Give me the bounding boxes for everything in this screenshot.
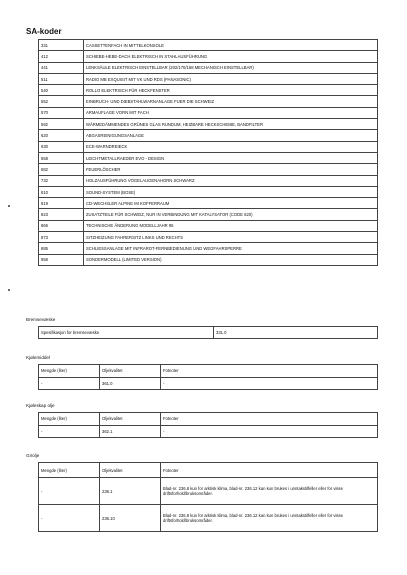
sa-description-cell: EINBRUCH- UND DIEBSTAHLWARNANLAGE FUER DIE SCHWEIZ (84, 96, 378, 107)
table-row (39, 51, 378, 62)
section-heading-bremsevaeske: Bremsevæske (26, 317, 56, 322)
table-row (39, 327, 378, 339)
sa-description-cell: SCHLIESSANLAGE MIT INFRAROT-FERNBEDIENUNG UND WEGFAHRSPERRE (84, 243, 378, 254)
table-row (39, 119, 378, 130)
sa-code-cell: 823 (39, 209, 84, 220)
brake-fluid-table (38, 326, 378, 339)
table-cell: 236.1 (100, 478, 161, 505)
sa-description-cell: SCHIEBE-HEBE-DACH ELEKTRISCH IN STAHLAUSFÜHRUNG (84, 51, 378, 62)
table-cell: 362.1 (100, 425, 161, 438)
sa-description-cell: SOUND-SYSTEM (BOSE) (84, 186, 378, 197)
table-row (39, 220, 378, 231)
table-cell: 361.0 (100, 377, 161, 390)
sa-code-cell: 819 (39, 198, 84, 209)
sa-description-cell: ARMAUFLAGE VORN MIT FACH (84, 107, 378, 118)
sa-code-cell: 866 (39, 220, 84, 231)
table-cell: - (39, 425, 100, 438)
table-row (39, 141, 378, 152)
sa-description-cell: CASSETTENFACH IN MITTELKONSOLE (84, 40, 378, 51)
sa-code-cell: 540 (39, 85, 84, 96)
sa-code-cell: 958 (39, 254, 84, 265)
sa-description-cell: WÄRMEDÄMMENDES GRÜNES GLAS RUNDUM, HEIZBARE HECKSCHEIBE, BANDFILTER (84, 119, 378, 130)
section-heading-kjoleskap: Kjøleskap olje (26, 403, 55, 408)
sa-code-cell: 412 (39, 51, 84, 62)
margin-mark (8, 289, 10, 291)
gear-oil-table (38, 462, 378, 532)
column-header: Fotnoter (161, 413, 378, 426)
section-heading-kjolemiddel: Kjølemiddel (26, 355, 50, 360)
column-header: Mengde (liter) (39, 463, 100, 478)
coolant-table (38, 364, 378, 390)
column-header: Oljekvalitet (100, 413, 161, 426)
table-row (39, 164, 378, 175)
sa-code-cell: 682 (39, 164, 84, 175)
sa-code-cell: 630 (39, 141, 84, 152)
sa-description-cell: FEUERLÖSCHER (84, 164, 378, 175)
table-row (39, 377, 378, 390)
sa-code-cell: 658 (39, 152, 84, 163)
column-header: Oljekvalitet (100, 463, 161, 478)
sa-description-cell: SONDERMODELL (LIMITED VERSION) (84, 254, 378, 265)
sa-code-cell: 810 (39, 186, 84, 197)
table-row (39, 175, 378, 186)
table-header-row (39, 463, 378, 478)
sa-description-cell: ABGASREINIGUNGSANLAGE (84, 130, 378, 141)
column-header: Fotnoter (161, 463, 378, 478)
fridge-oil-table (38, 412, 378, 438)
sa-description-cell: ROLLO ELEKTRISCH FÜR HECKFENSTER (84, 85, 378, 96)
table-row (39, 478, 378, 505)
column-header: Fotnoter (161, 365, 378, 378)
table-cell: - (39, 478, 100, 505)
sa-code-cell: 732 (39, 175, 84, 186)
column-header: Mengde (liter) (39, 413, 100, 426)
table-header-row (39, 413, 378, 426)
margin-mark (8, 205, 10, 207)
table-cell: - (161, 425, 378, 438)
table-row (39, 152, 378, 163)
sa-description-cell: SITZHEIZUNG FAHRERSITZ LINKS UND RECHTS (84, 232, 378, 243)
table-cell: - (161, 377, 378, 390)
table-row (39, 254, 378, 265)
sa-code-cell: 441 (39, 62, 84, 73)
sa-description-cell: CD-WECHSLER ALPINE IM KOFFERRAUM (84, 198, 378, 209)
sa-code-cell: 620 (39, 130, 84, 141)
page-title: SA-koder (26, 27, 62, 36)
sa-code-cell: 592 (39, 119, 84, 130)
sa-codes-table (38, 39, 378, 266)
table-row (39, 40, 378, 51)
sa-code-cell: 331 (39, 40, 84, 51)
sa-code-cell: 885 (39, 243, 84, 254)
table-row (39, 209, 378, 220)
table-row (39, 425, 378, 438)
table-cell-footnote: Blad-nr. 236.8 kun for arktisk klima, blad-nr. 236.12 kan kun brukes i unntakstilfeller eller for visse driftsforhold/bruksområder. (161, 478, 378, 505)
sa-code-cell: 570 (39, 107, 84, 118)
sa-description-cell: ZUSATZTEILE FÜR SCHWEIZ, NUR IN VERBINDUNG MIT KATALYSATOR (CODE 620) (84, 209, 378, 220)
table-row (39, 130, 378, 141)
table-row (39, 186, 378, 197)
table-cell: - (39, 505, 100, 532)
sa-description-cell: HOLZAUSFÜHRUNG VOGELAUGENAHORN SCHWARZ (84, 175, 378, 186)
table-row (39, 243, 378, 254)
sa-description-cell: LENKSÄULE ELEKTRISCH EINSTELLBAR (202/170/168 MECHANISCH EINSTELLBAR) (84, 62, 378, 73)
table-cell: 331.0 (214, 327, 378, 339)
table-row (39, 96, 378, 107)
table-row (39, 62, 378, 73)
table-row (39, 85, 378, 96)
table-cell: 236.10 (100, 505, 161, 532)
table-cell-footnote: Blad-nr. 236.8 kun for arktisk klima, blad-nr. 236.12 kan kun brukes i unntakstilfeller eller for visse driftsforhold/bruksområder. (161, 505, 378, 532)
table-row (39, 232, 378, 243)
table-row (39, 198, 378, 209)
table-row (39, 73, 378, 84)
sa-description-cell: TECHNISCHE ÄNDERUNG MODELLJAHR 95 (84, 220, 378, 231)
section-heading-girolje: Girolje (26, 453, 40, 458)
column-header: Oljekvalitet (100, 365, 161, 378)
sa-description-cell: ECE-WARNDREIECK (84, 141, 378, 152)
sa-description-cell: LEICHTMETALLRAEDER EVO - DESIGN (84, 152, 378, 163)
table-row (39, 505, 378, 532)
sa-description-cell: RADIO MB EXQUISIT MIT VK UND RDS (PANASONIC) (84, 73, 378, 84)
column-header: Mengde (liter) (39, 365, 100, 378)
table-cell: Spesifikasjon for bremsevæske (39, 327, 214, 339)
table-row (39, 107, 378, 118)
sa-code-cell: 552 (39, 96, 84, 107)
sa-code-cell: 511 (39, 73, 84, 84)
table-header-row (39, 365, 378, 378)
sa-code-cell: 873 (39, 232, 84, 243)
table-cell: - (39, 377, 100, 390)
